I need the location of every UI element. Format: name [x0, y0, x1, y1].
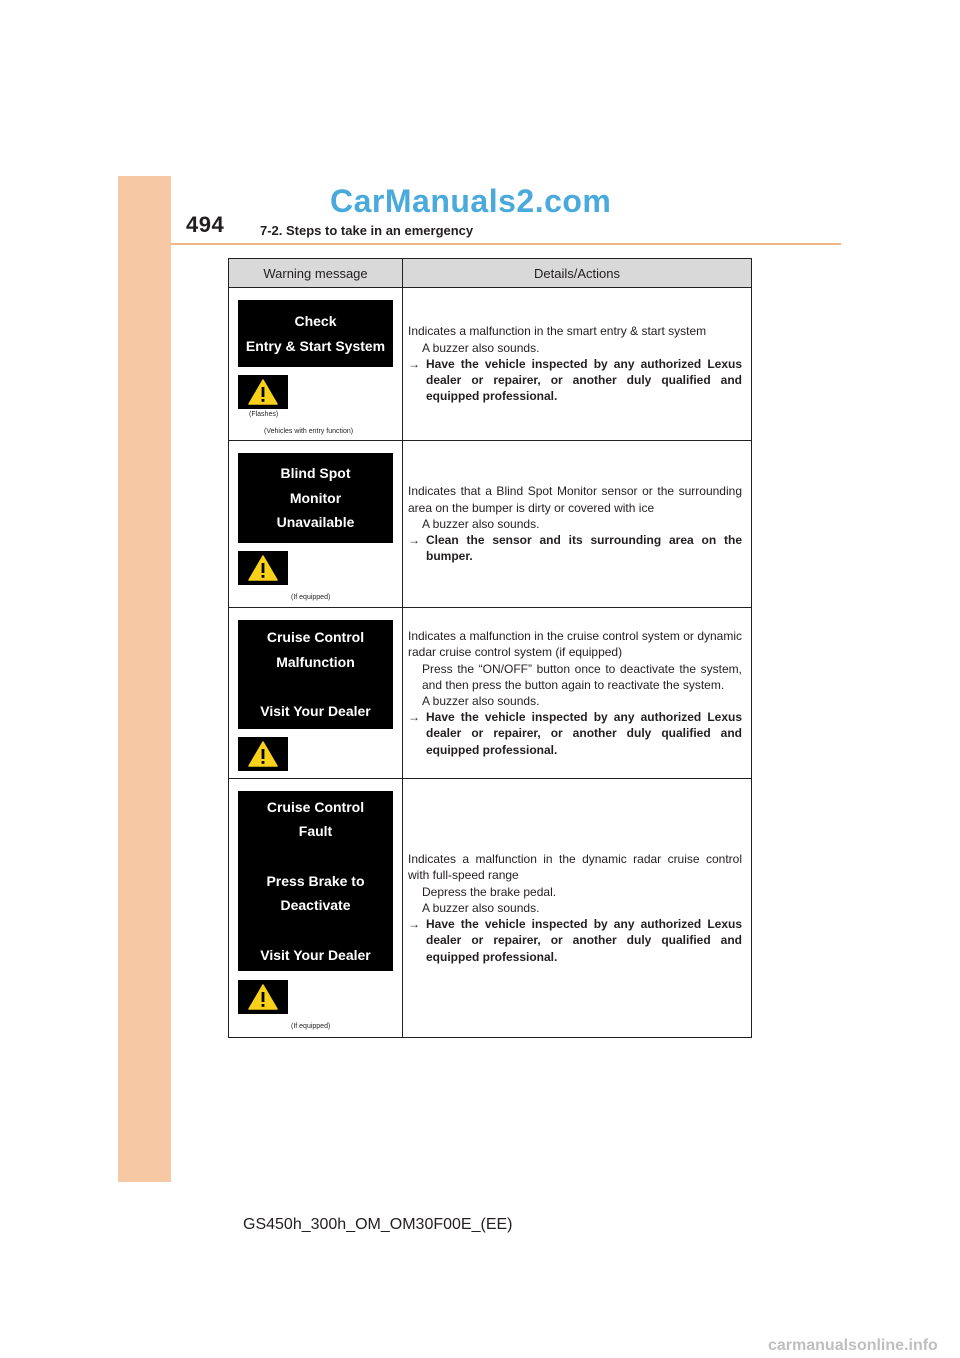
arrow-right-icon: → — [408, 917, 420, 932]
display-line — [238, 844, 393, 869]
flashes-note: (Flashes) — [249, 411, 279, 418]
action-text: Clean the sensor and its surrounding area on the bumper. — [426, 533, 742, 564]
description-text: Indicates a malfunction in the cruise control system or dynamic radar cruise control system (if equipped) — [408, 629, 742, 660]
sub-text: A buzzer also sounds. — [422, 516, 540, 531]
warning-message-cell — [229, 441, 403, 608]
description-text: Indicates a malfunction in the smart entry & start system — [408, 324, 707, 339]
display-line: Entry & Start System — [245, 337, 386, 354]
column-header-warning-message: Warning message — [229, 259, 403, 288]
warning-triangle-icon — [238, 551, 288, 585]
warning-message-table — [228, 258, 752, 1038]
action-item — [408, 356, 742, 405]
warning-message-cell — [229, 288, 403, 441]
display-line: Fault — [298, 823, 333, 840]
display-screen — [238, 791, 393, 971]
table-header-row — [229, 259, 752, 288]
page-number: 494 — [186, 212, 225, 237]
display-line: Unavailable — [276, 514, 355, 531]
warning-triangle-icon — [238, 737, 288, 771]
arrow-right-icon: → — [408, 533, 420, 548]
display-line: Cruise Control — [266, 629, 365, 646]
display-screen — [238, 620, 393, 729]
display-line: Deactivate — [280, 897, 351, 914]
details-cell — [403, 288, 752, 441]
description-text: Indicates that a Blind Spot Monitor sensor or the surrounding area on the bumper is dirty or covered with ice — [408, 484, 742, 515]
display-screen — [238, 300, 393, 367]
warning-triangle-icon — [238, 980, 288, 1014]
arrow-right-icon: → — [408, 356, 420, 371]
display-line: Visit Your Dealer — [260, 703, 371, 720]
details-cell — [403, 441, 752, 608]
condition-note: (If equipped) — [291, 594, 331, 601]
sub-text: A buzzer also sounds. — [422, 900, 540, 915]
table-row — [229, 608, 752, 779]
action-text: Have the vehicle inspected by any authorized Lexus dealer or repairer, or another duly qualified and equipped professional. — [426, 917, 742, 964]
table-row — [229, 779, 752, 1038]
table-row — [229, 288, 752, 441]
action-item — [408, 916, 742, 965]
display-line: Press Brake to — [266, 872, 365, 889]
sub-text: Depress the brake pedal. — [422, 884, 557, 899]
display-line: Cruise Control — [266, 798, 365, 815]
condition-note: (Vehicles with entry function) — [264, 428, 354, 435]
action-item — [408, 532, 742, 564]
side-color-bar — [118, 176, 171, 1182]
warning-triangle-icon — [238, 375, 288, 409]
display-line — [238, 918, 393, 943]
watermark-logo: CarManuals2.com — [330, 183, 612, 219]
display-screen — [238, 453, 393, 543]
description-text: Indicates a malfunction in the dynamic radar cruise control with full-speed range — [408, 852, 742, 883]
footer-watermark: carmanualsonline.info — [768, 1337, 938, 1354]
table-row — [229, 441, 752, 608]
display-line: Monitor — [289, 489, 342, 506]
sub-text: A buzzer also sounds. — [422, 340, 540, 355]
arrow-right-icon: → — [408, 710, 420, 725]
warning-message-cell — [229, 608, 403, 779]
sub-text: A buzzer also sounds. — [422, 694, 540, 708]
condition-note: (If equipped) — [291, 1023, 331, 1030]
sub-text: Press the “ON/OFF” button once to deactivate the system, and then press the button again to reactivate the system. — [422, 661, 742, 692]
display-line: Blind Spot — [280, 464, 351, 481]
column-header-details-actions: Details/Actions — [403, 259, 752, 288]
action-text: Have the vehicle inspected by any authorized Lexus dealer or repairer, or another duly qualified and equipped professional. — [426, 356, 742, 404]
details-cell — [403, 608, 752, 779]
display-line: Malfunction — [276, 653, 355, 670]
display-line — [238, 675, 393, 700]
manual-code: GS450h_300h_OM_OM30F00E_(EE) — [243, 1216, 513, 1233]
warning-message-cell — [229, 779, 403, 1038]
action-item — [408, 709, 742, 758]
section-title: 7-2. Steps to take in an emergency — [260, 223, 474, 238]
action-text: Have the vehicle inspected by any authorized Lexus dealer or repairer, or another duly qualified and equipped professional. — [426, 710, 742, 757]
display-line: Visit Your Dealer — [260, 946, 371, 963]
header-rule — [171, 243, 841, 245]
display-line: Check — [294, 312, 337, 329]
details-cell — [403, 779, 752, 1038]
